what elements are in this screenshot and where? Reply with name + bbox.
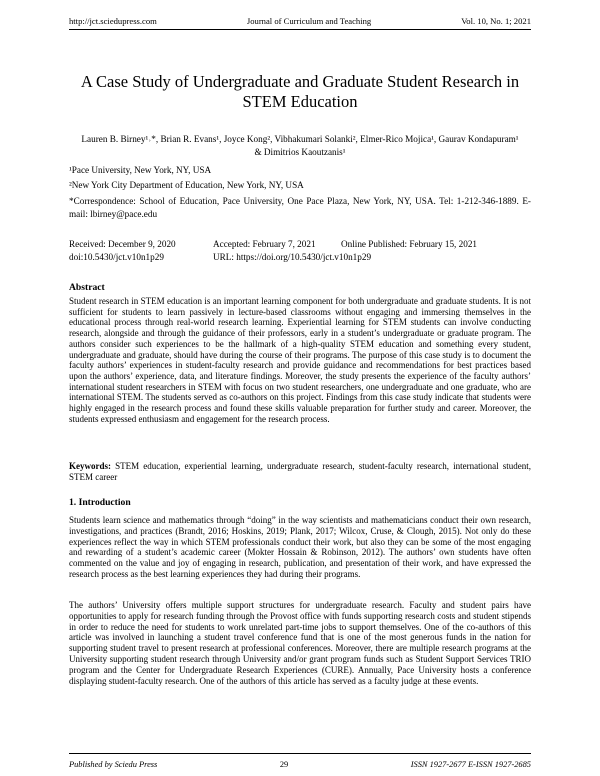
page-footer xyxy=(69,760,531,770)
page-number: 29 xyxy=(279,760,289,769)
issn: ISSN 1927-2677 E-ISSN 1927-2685 xyxy=(410,760,531,769)
abstract-text: Student research in STEM education is an important learning component for both undergraduate and graduate students. It is not sufficient for students to learn passively in lecture-based classrooms without engaging and immersing themselves in the educational process through real-world research learning. Experiential learning for STEM students can involve conducting research, alongside and through the guidance of their professors, early in a student’s undergraduate or graduate program. The authors consider such experiences to be the hallmark of a high-quality STEM education and something every student, undergraduate and graduate, should have during the course of their programs. The purpose of this case study is to document the faculty authors’ experiences in student-faculty research and provide guidance and recommendations for best practices based upon the authors’ experience, data, and literature findings. Moreover, the study presents the experience of the faculty authors’ international student researchers in STEM with focus on two student researchers, one undergraduate and one graduate, who are international STEM. The students served as co-authors on this project. Findings from this case study indicate that students were highly engaged in the research process and found these skills valuable preparation for further study and career. Moreover, the students expressed enthusiasm and engagement for the research process. xyxy=(69,296,531,424)
journal-url[interactable]: http://jct.sciedupress.com xyxy=(69,16,157,26)
header-rule xyxy=(69,29,531,30)
publisher: Published by Sciedu Press xyxy=(69,760,158,769)
journal-name: Journal of Curriculum and Teaching xyxy=(246,16,372,26)
introduction-heading: 1. Introduction xyxy=(69,497,131,508)
volume-info: Vol. 10, No. 1; 2021 xyxy=(461,16,531,26)
paper-title: A Case Study of Undergraduate and Graduate Student Research in STEM Education xyxy=(80,72,520,111)
affiliation-1: ¹Pace University, New York, NY, USA xyxy=(69,165,212,175)
running-header xyxy=(69,16,531,26)
correspondence: *Correspondence: School of Education, Pace University, One Pace Plaza, New York, NY, USA. Tel: 1-212-346-1889. E-mail: lbirney@pace.edu xyxy=(69,196,531,219)
publication-dates xyxy=(69,238,539,263)
affiliation-2: ²New York City Department of Education, New York, NY, USA xyxy=(69,180,304,190)
doi-text: doi:10.5430/jct.v10n1p29 xyxy=(69,251,164,262)
published-date: Online Published: February 15, 2021 xyxy=(341,239,478,249)
received-date: Received: December 9, 2020 xyxy=(69,239,176,249)
accepted-date: Accepted: February 7, 2021 xyxy=(213,239,316,249)
author-list: Lauren B. Birney¹˒*, Brian R. Evans¹, Joyce Kong², Vibhakumari Solanki², Elmer-Rico Mojica¹, Gaurav Kondapuram¹ & Dimitrios Kaoutzanis¹ xyxy=(81,134,519,157)
abstract-heading: Abstract xyxy=(69,282,105,293)
keywords-label: Keywords: xyxy=(69,461,111,471)
keywords-text: STEM education, experiential learning, undergraduate research, student-faculty research, international student, STEM career xyxy=(69,461,531,482)
intro-paragraph-1: Students learn science and mathematics through “doing” in the way scientists and mathematicians conduct their own research, investigations, and practices (Brandt, 2016; Hoskins, 2019; Plank, 2017; Wilcox, Cruse, & Clough, 2015). Not only do these experiences reflect the way in which STEM professionals conduct their work, but also they can be some of the most engaging and rewarding of a student’s academic career (Mokter Hossain & Robinson, 2012). The authors’ own students have often commented on the value and joy of engaging in research, publication, and presentation of their work, and have expressed the research process as the best learning experiences they had during their programs. xyxy=(69,515,531,579)
doi-url-link[interactable]: URL: https://doi.org/10.5430/jct.v10n1p29 xyxy=(213,251,372,262)
intro-paragraph-2: The authors’ University offers multiple support structures for undergraduate research. Faculty and student pairs have opportunities to apply for research funding through the Provost office with funds supporting research costs and student stipends in order to reduce the need for students to work unrelated part-time jobs to support themselves. One of the co-authors of this article was involved in launching a student travel conference fund that is one of the most generous funds in the nation for supporting student travel to present research at professional conferences. Moreover, there are multiple research programs at the University supporting student research through University and/or grant program funds such as Student Support Services TRIO program and the Center for Undergraduate Research Experiences (CURE). Annually, Pace University hosts a conference displaying student-faculty research. One of the authors of this article has served as a faculty judge at these events. xyxy=(69,600,531,686)
footer-rule xyxy=(69,753,531,754)
keywords xyxy=(69,461,531,483)
